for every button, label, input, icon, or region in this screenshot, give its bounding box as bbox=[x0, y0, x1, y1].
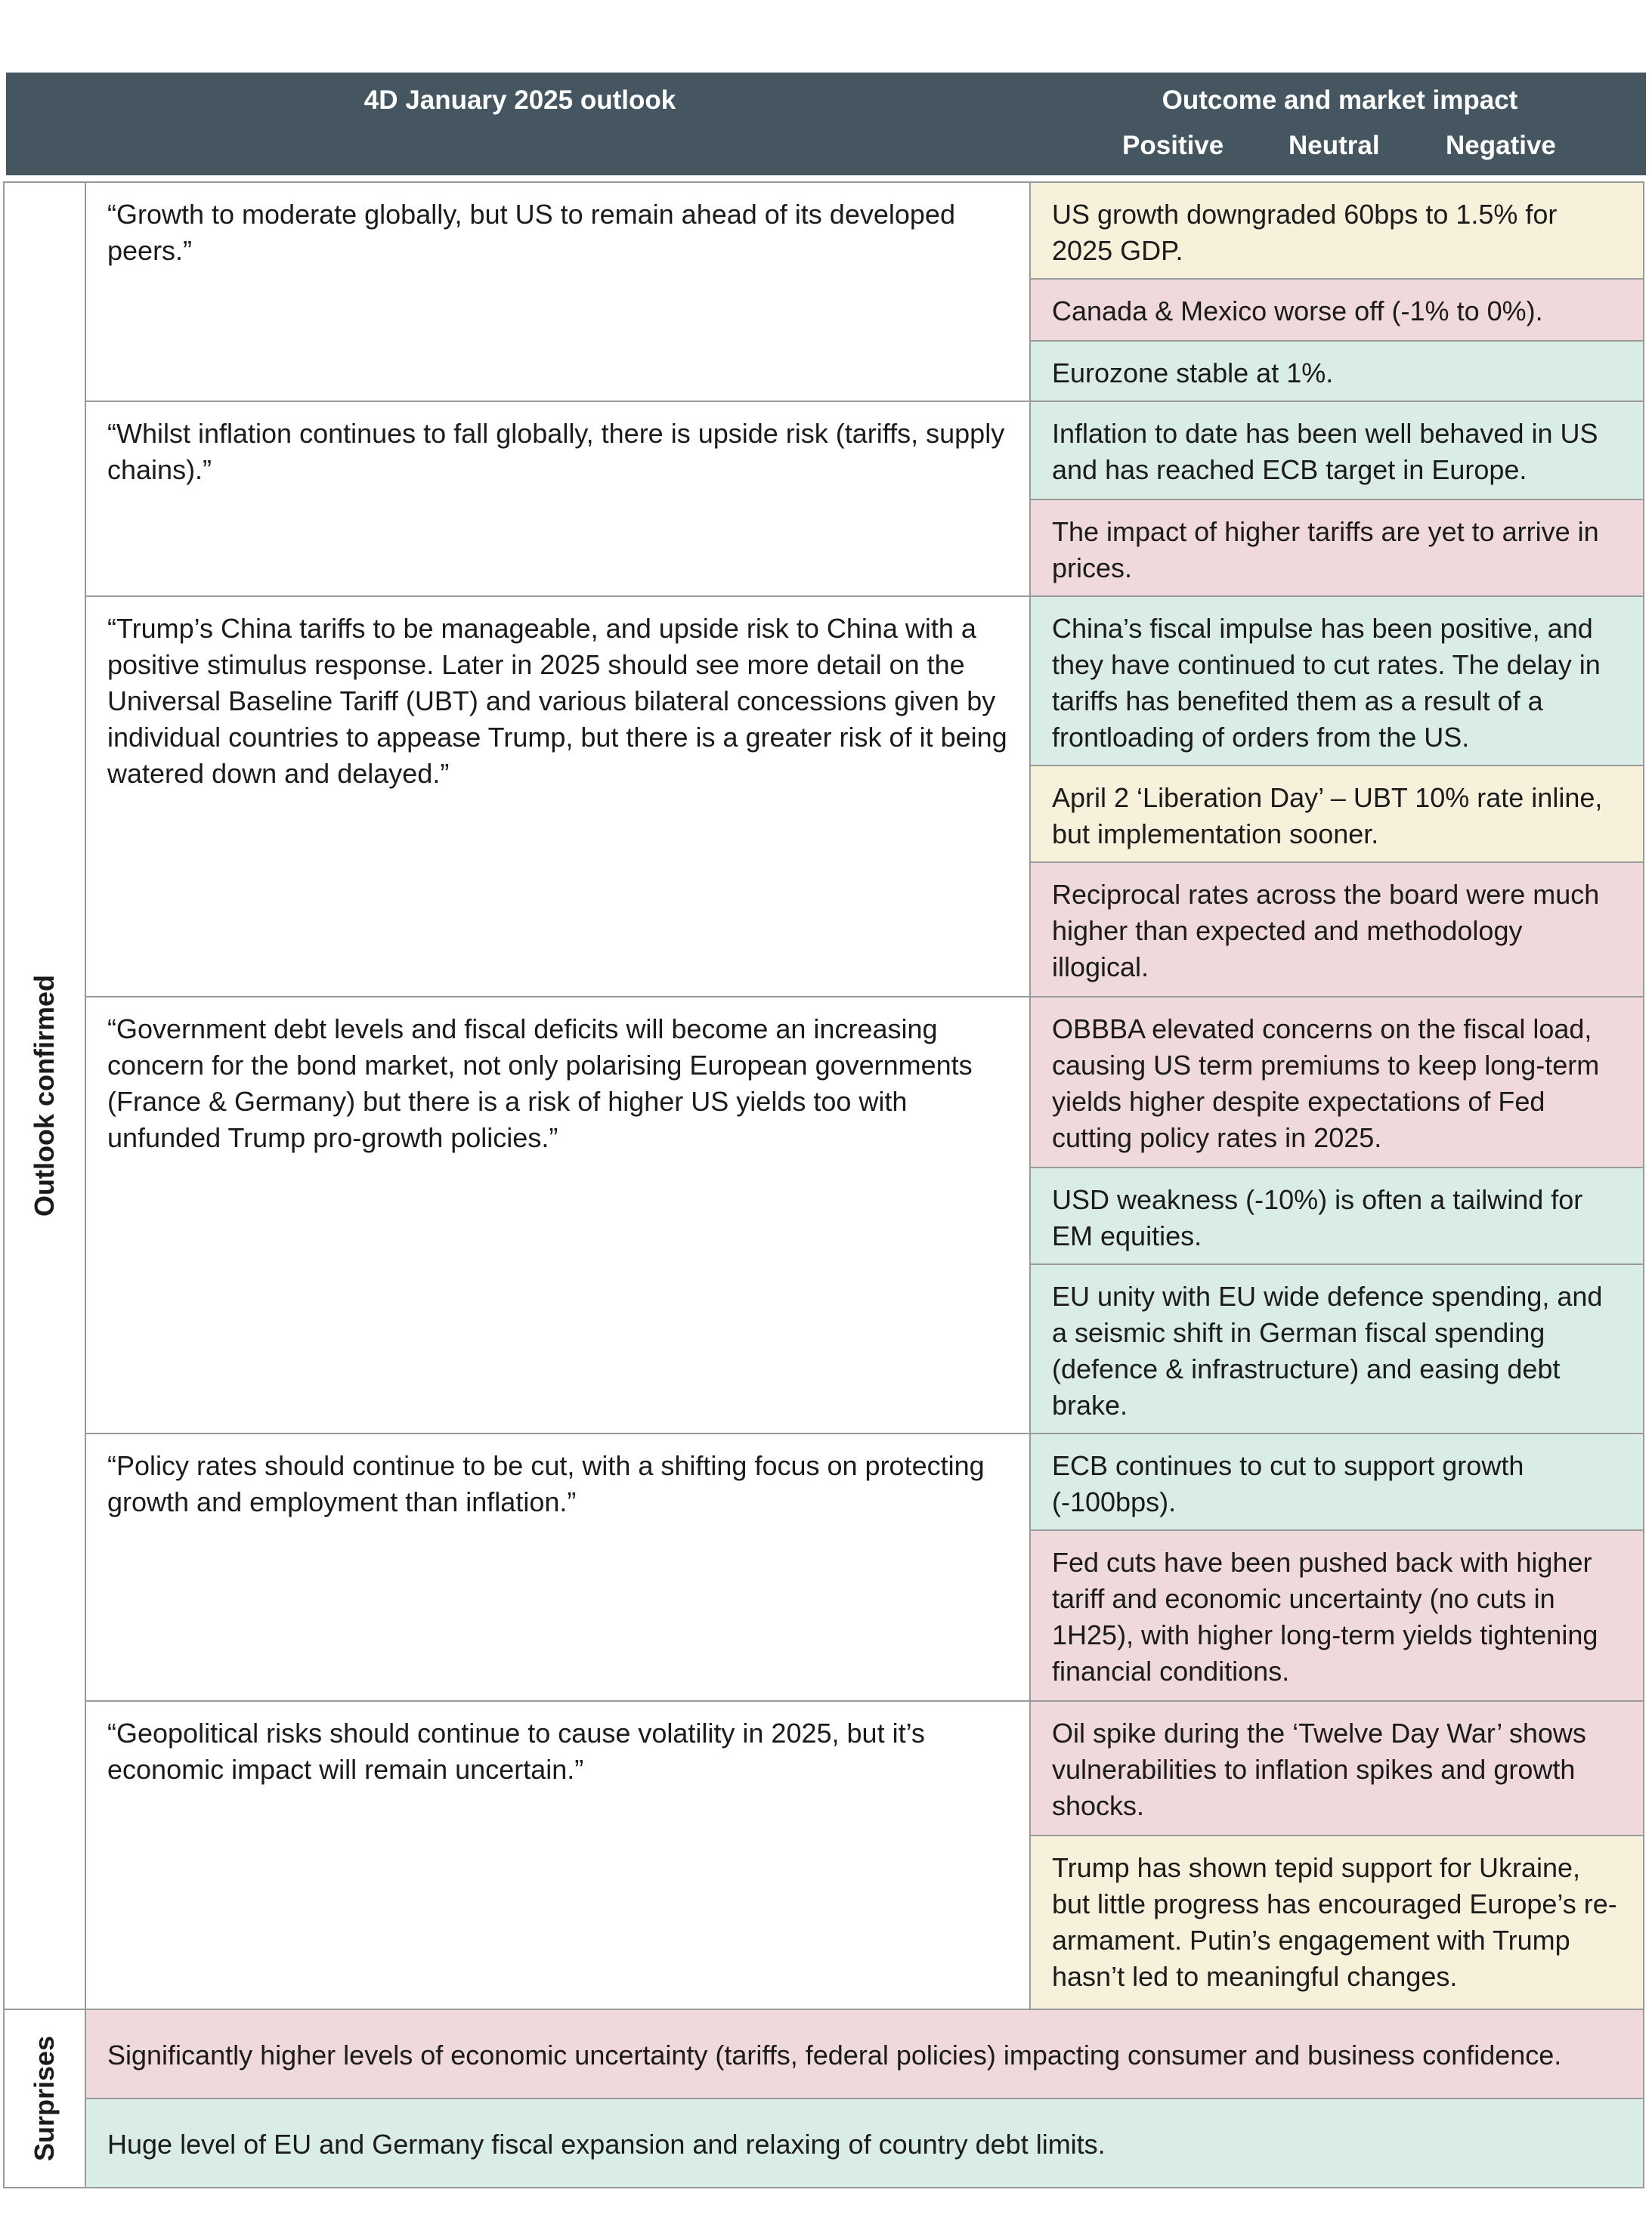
legend-positive: Positive bbox=[1122, 131, 1224, 160]
outcome-neutral: April 2 ‘Liberation Day’ – UBT 10% rate inline, but implementation sooner. bbox=[1029, 765, 1644, 863]
outcome-negative: Canada & Mexico worse off (-1% to 0%). bbox=[1029, 278, 1644, 342]
outlook-quote: “Growth to moderate globally, but US to remain ahead of its developed peers.” bbox=[85, 181, 1031, 402]
legend-negative: Negative bbox=[1446, 131, 1556, 160]
table-header bbox=[6, 73, 1646, 175]
outcome-positive: EU unity with EU wide defence spending, and a seismic shift in German fiscal spending (defence & infrastructure) and easing debt brake. bbox=[1029, 1263, 1644, 1434]
impact-column-title: Outcome and market impact bbox=[1162, 85, 1518, 115]
outlook-column-title: 4D January 2025 outlook bbox=[364, 85, 676, 115]
outcome-positive: China’s fiscal impulse has been positive, and they have continued to cut rates. The delay in tariffs has benefited them as a result of a frontloading of orders from the US. bbox=[1029, 595, 1644, 766]
outlook-quote: “Trump’s China tariffs to be manageable, and upside risk to China with a positive stimulus response. Later in 2025 should see more detail on the Universal Baseline Tariff (UBT) and various bilateral concessions given by individual countries to appease Trump, but there is a greater risk of it being watered down and delayed.” bbox=[85, 595, 1031, 997]
outlook-quote: “Government debt levels and fiscal deficits will become an increasing concern for the bond market, not only polarising European governments (France & Germany) but there is a risk of higher US yields too with unfunded Trump pro-growth policies.” bbox=[85, 996, 1031, 1434]
outlook-table bbox=[3, 181, 1644, 2188]
outcome-negative: The impact of higher tariffs are yet to arrive in prices. bbox=[1029, 499, 1644, 597]
outcome-negative: Fed cuts have been pushed back with higher tariff and economic uncertainty (no cuts in 1H25), with higher long-term yields tightening financial conditions. bbox=[1029, 1529, 1644, 1702]
outlook-confirmed-label: Outlook confirmed bbox=[29, 974, 60, 1217]
outlook-quote: “Geopolitical risks should continue to cause volatility in 2025, but it’s economic impact will remain uncertain.” bbox=[85, 1700, 1031, 2010]
outcome-positive: USD weakness (-10%) is often a tailwind for EM equities. bbox=[1029, 1167, 1644, 1265]
outcome-neutral: US growth downgraded 60bps to 1.5% for 2025 GDP. bbox=[1029, 181, 1644, 280]
surprise-positive: Huge level of EU and Germany fiscal expansion and relaxing of country debt limits. bbox=[85, 2098, 1644, 2188]
outlook-quote: “Whilst inflation continues to fall globally, there is upside risk (tariffs, supply chains).” bbox=[85, 401, 1031, 597]
outcome-positive: Eurozone stable at 1%. bbox=[1029, 340, 1644, 402]
outcome-positive: ECB continues to cut to support growth (-100bps). bbox=[1029, 1433, 1644, 1531]
surprises-section bbox=[3, 2009, 86, 2188]
legend-neutral: Neutral bbox=[1288, 131, 1380, 160]
outlook-confirmed-section bbox=[3, 181, 86, 2010]
outcome-positive: Inflation to date has been well behaved in US and has reached ECB target in Europe. bbox=[1029, 401, 1644, 500]
outcome-negative: OBBBA elevated concerns on the fiscal load, causing US term premiums to keep long-term yields higher despite expectations of Fed cutting policy rates in 2025. bbox=[1029, 996, 1644, 1168]
outcome-neutral: Trump has shown tepid support for Ukraine, but little progress has encouraged Europe’s re-armament. Putin’s engagement with Trump hasn’t led to meaningful changes. bbox=[1029, 1835, 1644, 2010]
outcome-negative: Oil spike during the ‘Twelve Day War’ shows vulnerabilities to inflation spikes and growth shocks. bbox=[1029, 1700, 1644, 1836]
surprise-negative: Significantly higher levels of economic uncertainty (tariffs, federal policies) impacting consumer and business confidence. bbox=[85, 2009, 1644, 2099]
outlook-quote: “Policy rates should continue to be cut, with a shifting focus on protecting growth and employment than inflation.” bbox=[85, 1433, 1031, 1702]
surprises-label: Surprises bbox=[29, 2035, 60, 2162]
outcome-negative: Reciprocal rates across the board were much higher than expected and methodology illogical. bbox=[1029, 861, 1644, 997]
